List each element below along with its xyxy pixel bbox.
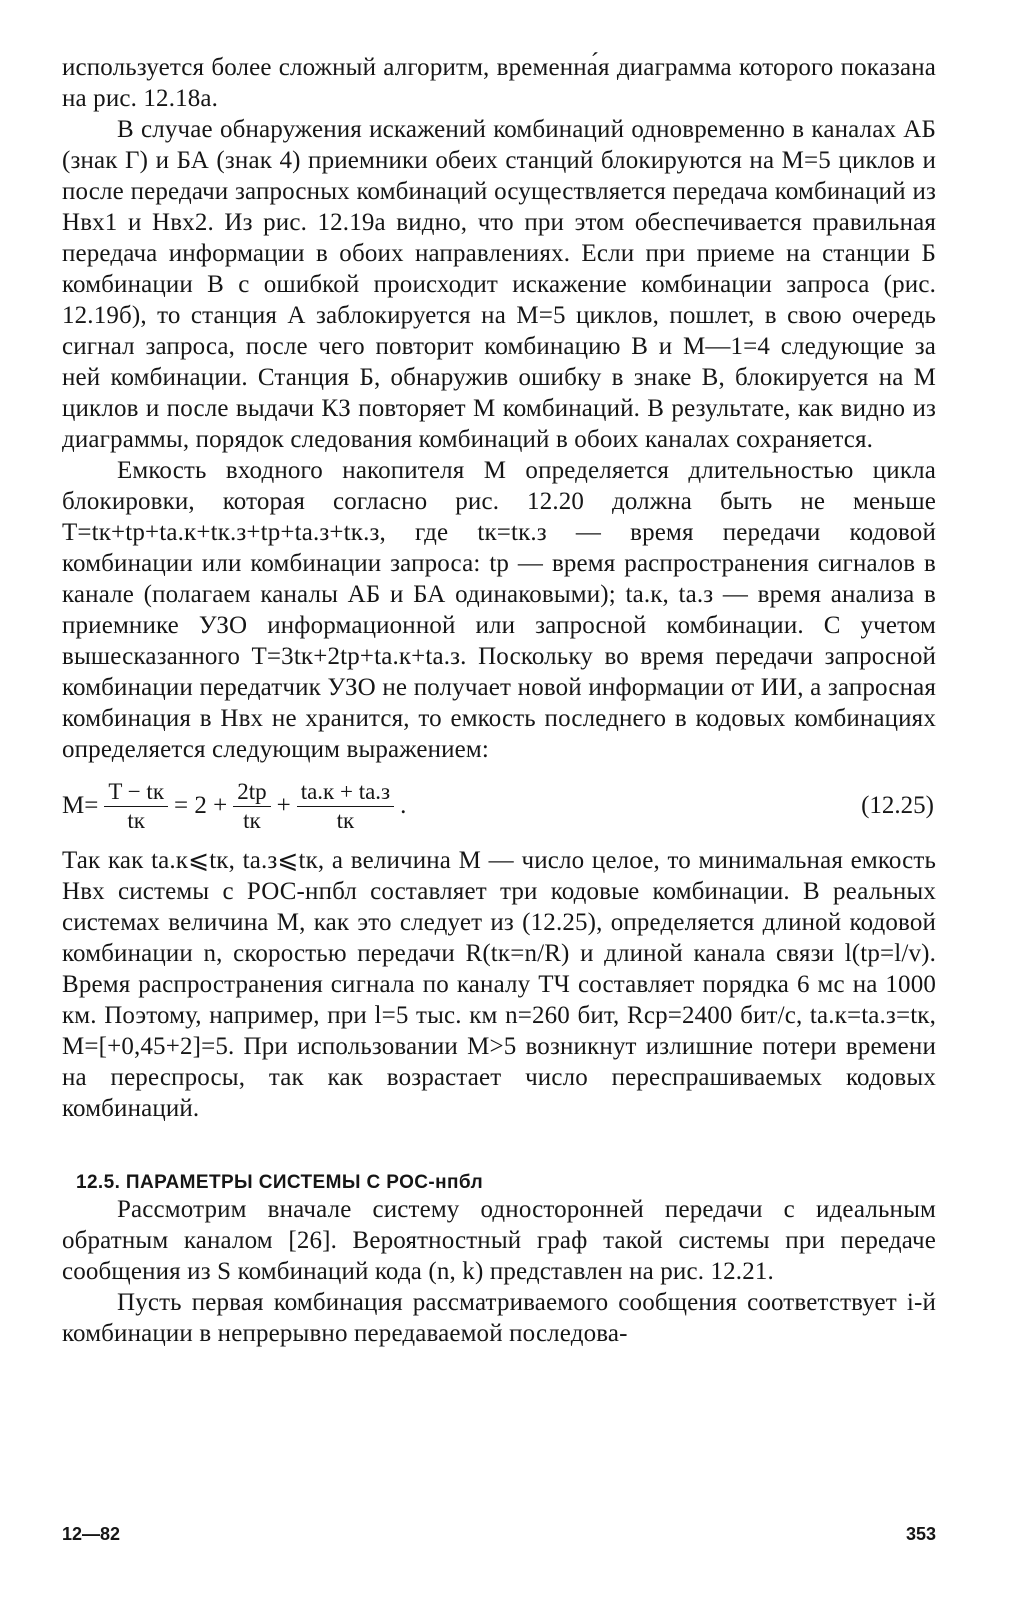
fraction-2 [233, 778, 270, 835]
paragraph-capacity: Емкость входного накопителя M определяется длительностью цикла блокировки, которая согласно рис. 12.20 должна быть не меньше T=tк+tр+tа.к+tк.з+tр+tа.з+tк.з, где tк=tк.з — время передачи кодовой комбинации или комбинации запроса: tр — время распространения сигналов в канале (полагаем каналы АБ и БА одинаковыми); tа.к, tа.з — время анализа в приемнике УЗО информационной или запросной комбинации. С учетом вышесказанного T=3tк+2tр+tа.к+tа.з. Поскольку во время передачи запросной комбинации передатчик УЗО не получает новой информации от ИИ, а запросная комбинация в Hвх не хранится, то емкость последнего в кодовых комбинациях определяется следующим выражением: [62, 457, 936, 763]
page-number: 353 [905, 1524, 936, 1544]
fraction-3-denominator: tк [336, 807, 355, 833]
equation-end: . [400, 792, 407, 819]
section-heading: 12.5. ПАРАМЕТРЫ СИСТЕМЫ С РОС-нпбл [76, 1172, 484, 1193]
fraction-2-numerator: 2tр [233, 778, 270, 807]
equation-12-25 [62, 769, 936, 843]
equation-body [62, 778, 406, 835]
paragraph-first-combination: Пусть первая комбинация рассматриваемого сообщения соответствует i-й комбинации в непрерывно передаваемой последова- [62, 1289, 936, 1347]
equation-plus: + [276, 792, 291, 819]
fraction-3-numerator: tа.к + tа.з [297, 778, 394, 807]
equation-number: (12.25) [861, 792, 934, 819]
fraction-1-denominator: tк [127, 807, 145, 833]
printer-signature: 12—82 [62, 1524, 121, 1544]
fraction-2-denominator: tк [243, 807, 261, 833]
fraction-1-numerator: T − tк [104, 778, 168, 807]
page-footer [62, 1524, 936, 1545]
equation-equals-two: = 2 + [174, 792, 228, 819]
paragraph-one-way-system: Рассмотрим вначале систему односторонней передачи с идеальным обратным каналом [26]. Вероятностный граф такой системы при передаче сообщения из S комбинаций кода (n, k) представлен на рис. 12.21. [62, 1196, 936, 1285]
paragraph-blocking: В случае обнаружения искажений комбинаций одновременно в каналах АБ (знак Г) и БА (знак 4) приемники обеих станций блокируются на M=5 циклов и после передачи запросных комбинаций осуществляется передача комбинаций из Hвх1 и Hвх2. Из рис. 12.19а видно, что при этом обеспечивается правильная передача информации в обоих направлениях. Если при приеме на станции Б комбинации В с ошибкой происходит искажение комбинации запроса (рис. 12.19б), то станция А заблокируется на M=5 циклов, пошлет, в свою очередь сигнал запроса, после чего повторит комбинацию В и M—1=4 следующие за ней комбинации. Станция Б, обнаружив ошибку в знаке В, блокируется на M циклов и после выдачи КЗ повторяет M комбинаций. В результате, как видно из диаграммы, порядок следования комбинаций в обоих каналах сохраняется. [62, 116, 936, 453]
paragraph-minimal-capacity: Так как tа.к⩽tк, tа.з⩽tк, а величина M — число целое, то минимальная емкость Hвх системы с РОС-нпбл составляет три кодовые комбинации. В реальных системах величина M, как это следует из (12.25), определяется длиной кодовой комбинации n, скоростью передачи R(tк=n/R) и длиной канала связи l(tр=l/v). Время распространения сигнала по каналу ТЧ составляет порядка 6 мс на 1000 км. Поэтому, например, при l=5 тыс. км n=260 бит, Rср=2400 бит/с, tа.к=tа.з=tк, M=[+0,45+2]=5. При использовании M>5 возникнут излишние потери времени на переспросы, так как возрастает число переспрашиваемых кодовых комбинаций. [62, 847, 936, 1122]
fraction-3 [297, 778, 394, 835]
equation-lhs: M= [62, 792, 99, 819]
paragraph-continuation: используется более сложный алгоритм, временна́я диаграмма которого показана на рис. 12.18а. [62, 54, 936, 112]
fraction-1 [104, 778, 168, 835]
